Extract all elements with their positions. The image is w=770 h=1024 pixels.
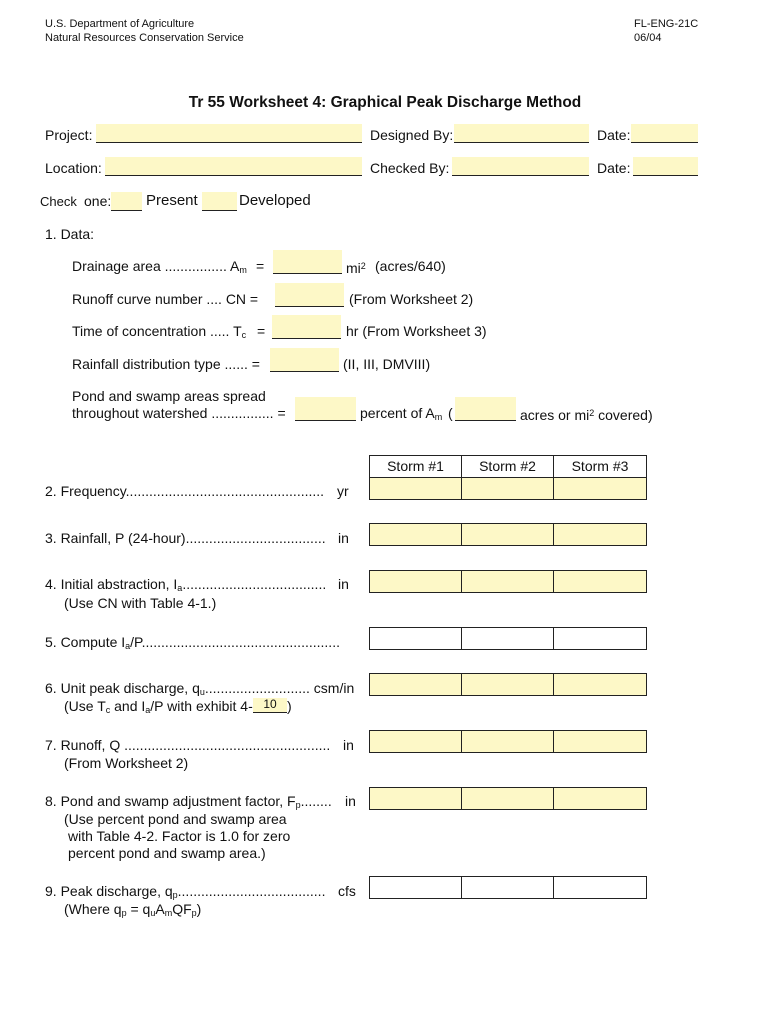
initial-abstraction-storm-1[interactable] — [370, 571, 462, 592]
curve-number-label: Runoff curve number .... CN = — [72, 291, 259, 307]
pond-label-line2: throughout watershed ................ = — [72, 405, 286, 421]
date-label-2: Date: — [597, 160, 631, 176]
rainfall-label: 3. Rainfall, P (24-hour).................................... — [45, 530, 326, 546]
project-field[interactable] — [96, 124, 362, 143]
initial-abstraction-storm-3[interactable] — [554, 571, 646, 592]
pond-adjustment-storm-3[interactable] — [554, 788, 646, 809]
developed-checkbox[interactable] — [202, 192, 237, 211]
pond-adjustment-storm-1[interactable] — [370, 788, 462, 809]
project-label: Project: — [45, 127, 93, 143]
pond-label-line1: Pond and swamp areas spread — [72, 388, 266, 404]
pond-adjustment-unit: in — [345, 793, 356, 809]
date-field-2[interactable] — [633, 157, 698, 176]
checked-by-label: Checked By: — [370, 160, 450, 176]
compute-ia-p-storm-2[interactable] — [462, 628, 554, 649]
time-of-concentration-label: Time of concentration ..... $T_c$ — [72, 323, 247, 340]
agency-line-1: U.S. Department of Agriculture — [45, 18, 195, 30]
frequency-unit: yr — [337, 483, 349, 499]
runoff-row — [369, 730, 647, 753]
pond-adjustment-label: 8. Pond and swamp adjustment factor, $F_p$........ — [45, 793, 332, 810]
form-id: FL-ENG-21C — [634, 18, 699, 30]
peak-discharge-storm-2[interactable] — [462, 877, 554, 898]
rainfall-storm-1[interactable] — [370, 524, 462, 545]
exhibit-close-paren: ) — [287, 698, 292, 714]
exhibit-number-field[interactable]: 10 — [253, 698, 287, 713]
curve-number-field[interactable] — [275, 283, 344, 307]
runoff-storm-3[interactable] — [554, 731, 646, 752]
peak-discharge-unit: cfs — [338, 883, 356, 899]
storm-2-header: Storm #2 — [462, 456, 554, 477]
peak-discharge-note: (Where $q_p = q_uA_mQF_p$) — [64, 901, 202, 918]
frequency-storm-2[interactable] — [462, 478, 554, 499]
pond-acres-field[interactable] — [455, 397, 516, 421]
pond-adjustment-storm-2[interactable] — [462, 788, 554, 809]
frequency-storm-3[interactable] — [554, 478, 646, 499]
agency-line-2: Natural Resources Conservation Service — [45, 32, 244, 44]
designed-by-field[interactable] — [454, 124, 589, 143]
compute-ia-p-storm-3[interactable] — [554, 628, 646, 649]
pond-adjustment-row — [369, 787, 647, 810]
developed-label: Developed — [239, 192, 311, 209]
peak-discharge-storm-1[interactable] — [370, 877, 462, 898]
compute-ia-p-row — [369, 627, 647, 650]
pond-percent-field[interactable] — [295, 397, 356, 421]
initial-abstraction-row — [369, 570, 647, 593]
tc-equals: = — [257, 323, 266, 339]
peak-discharge-label: 9. Peak discharge, $q_p$...................................... — [45, 883, 326, 900]
check-one-label: one: — [84, 193, 112, 209]
rainfall-storm-3[interactable] — [554, 524, 646, 545]
designed-by-label: Designed By: — [370, 127, 454, 143]
checked-by-field[interactable] — [452, 157, 589, 176]
pond-paren: ( — [448, 405, 453, 421]
drainage-area-label: Drainage area ................ $A_m$ — [72, 258, 247, 275]
frequency-row — [369, 477, 647, 500]
rainfall-distribution-field[interactable] — [270, 348, 339, 372]
time-of-concentration-field[interactable] — [272, 315, 341, 339]
rainfall-distribution-label: Rainfall distribution type ...... = — [72, 356, 260, 372]
runoff-label: 7. Runoff, Q ..................................................... — [45, 737, 331, 753]
runoff-unit: in — [343, 737, 354, 753]
rainfall-unit: in — [338, 530, 349, 546]
time-of-concentration-note: hr (From Worksheet 3) — [346, 323, 487, 339]
storm-1-header: Storm #1 — [370, 456, 462, 477]
unit-peak-discharge-storm-3[interactable] — [554, 674, 646, 695]
pond-adjustment-note-3: percent pond and swamp area.) — [68, 845, 266, 861]
frequency-label: 2. Frequency................................................... — [45, 483, 325, 499]
curve-number-note: (From Worksheet 2) — [349, 291, 474, 307]
initial-abstraction-label: 4. Initial abstraction, $I_a$..................................... — [45, 576, 327, 593]
runoff-storm-2[interactable] — [462, 731, 554, 752]
initial-abstraction-note: (Use CN with Table 4-1.) — [64, 595, 217, 611]
peak-discharge-row — [369, 876, 647, 899]
rainfall-row — [369, 523, 647, 546]
peak-discharge-storm-3[interactable] — [554, 877, 646, 898]
unit-peak-discharge-note: (Use $T_c$ and $I_a/P$ with exhibit 4- — [64, 698, 253, 715]
initial-abstraction-unit: in — [338, 576, 349, 592]
location-field[interactable] — [105, 157, 362, 176]
unit-peak-discharge-label: 6. Unit peak discharge, $q_u$........................... csm/in — [45, 680, 355, 697]
storm-header — [369, 455, 647, 478]
date-field-1[interactable] — [631, 124, 698, 143]
form-date: 06/04 — [634, 32, 662, 44]
page-title: Tr 55 Worksheet 4: Graphical Peak Discharge Method — [188, 94, 582, 111]
rainfall-distribution-note: (II, III, DMVIII) — [343, 356, 431, 372]
location-label: Location: — [45, 160, 102, 176]
data-heading: 1. Data: — [45, 226, 95, 242]
rainfall-storm-2[interactable] — [462, 524, 554, 545]
runoff-storm-1[interactable] — [370, 731, 462, 752]
pond-acres-label: acres or $mi^2$ covered) — [520, 407, 653, 423]
pond-adjustment-note-1: (Use percent pond and swamp area — [64, 811, 287, 827]
pond-percent-label: percent of $A_m$ — [360, 405, 443, 422]
unit-peak-discharge-storm-2[interactable] — [462, 674, 554, 695]
pond-adjustment-note-2: with Table 4-2. Factor is 1.0 for zero — [68, 828, 291, 844]
drainage-equals: = — [256, 258, 265, 274]
present-label: Present — [146, 192, 198, 209]
drainage-unit: $mi^2$ — [346, 260, 366, 276]
compute-ia-p-label: 5. Compute $I_a/P$................................................... — [45, 634, 340, 651]
drainage-note: (acres/640) — [375, 258, 446, 274]
unit-peak-discharge-storm-1[interactable] — [370, 674, 462, 695]
check-label: Check — [40, 194, 77, 209]
present-checkbox[interactable] — [111, 192, 142, 211]
compute-ia-p-storm-1[interactable] — [370, 628, 462, 649]
runoff-note: (From Worksheet 2) — [64, 755, 189, 771]
unit-peak-discharge-row — [369, 673, 647, 696]
drainage-area-field[interactable] — [273, 250, 342, 274]
storm-3-header: Storm #3 — [554, 456, 646, 477]
frequency-storm-1[interactable] — [370, 478, 462, 499]
date-label-1: Date: — [597, 127, 631, 143]
initial-abstraction-storm-2[interactable] — [462, 571, 554, 592]
